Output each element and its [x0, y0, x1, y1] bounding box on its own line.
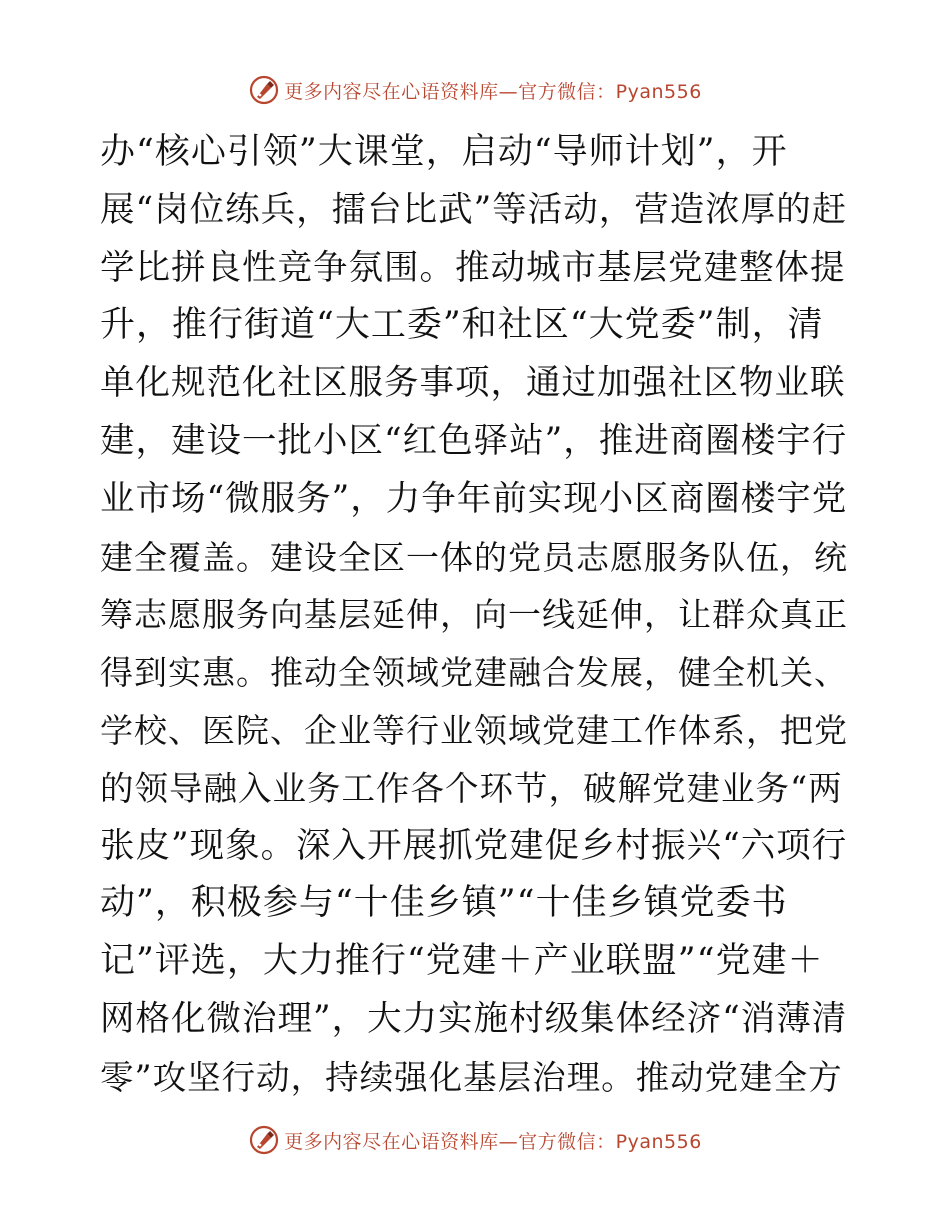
body-text-line: 展“岗位练兵，擂台比武”等活动，营造浓厚的赶 [100, 189, 848, 230]
header-banner [0, 72, 950, 108]
pen-nib-logo-icon [248, 74, 280, 106]
body-text-line: 张皮”现象。深入开展抓党建促乡村振兴“六项行 [100, 825, 848, 866]
body-text-line: 单化规范化社区服务事项，通过加强社区物业联 [100, 363, 846, 404]
body-text-line: 建全覆盖。建设全区一体的党员志愿服务队伍，统 [100, 537, 848, 577]
body-text-line: 的领导融入业务工作各个环节，破解党建业务“两 [100, 768, 843, 808]
header-banner-text: 更多内容尽在心语资料库—官方微信：Pyan556 [284, 80, 702, 103]
body-text-line: 建，建设一批小区“红色驿站”，推进商圈楼宇行 [100, 420, 848, 461]
body-text-line: 网格化微治理”，大力实施村级集体经济“消薄清 [100, 998, 848, 1039]
body-text-line: 学比拼良性竞争氛围。推动城市基层党建整体提 [100, 247, 846, 288]
document-body [100, 124, 850, 1107]
body-text-line: 业市场“微服务”，力争年前实现小区商圈楼宇党 [100, 478, 848, 519]
body-text-line: 筹志愿服务向基层延伸，向一线延伸，让群众真正 [100, 595, 848, 635]
pen-nib-logo-icon [248, 1124, 280, 1156]
body-text-line: 办“核心引领”大课堂，启动“导师计划”，开 [100, 132, 788, 172]
body-text-line: 动”，积极参与“十佳乡镇”“十佳乡镇党委书 [100, 883, 788, 924]
body-text-line: 零”攻坚行动，持续强化基层治理。推动党建全方 [100, 1057, 843, 1097]
body-text-line: 升，推行街道“大工委”和社区“大党委”制，清 [100, 305, 824, 346]
footer-banner [0, 1122, 950, 1158]
footer-banner-text: 更多内容尽在心语资料库—官方微信：Pyan556 [284, 1130, 702, 1153]
body-text-line: 记”评选，大力推行“党建＋产业联盟”“党建＋ [100, 941, 824, 982]
body-text-line: 得到实惠。推动全领域党建融合发展，健全机关、 [100, 653, 848, 693]
body-text-line: 学校、医院、企业等行业领域党建工作体系，把党 [100, 710, 848, 750]
